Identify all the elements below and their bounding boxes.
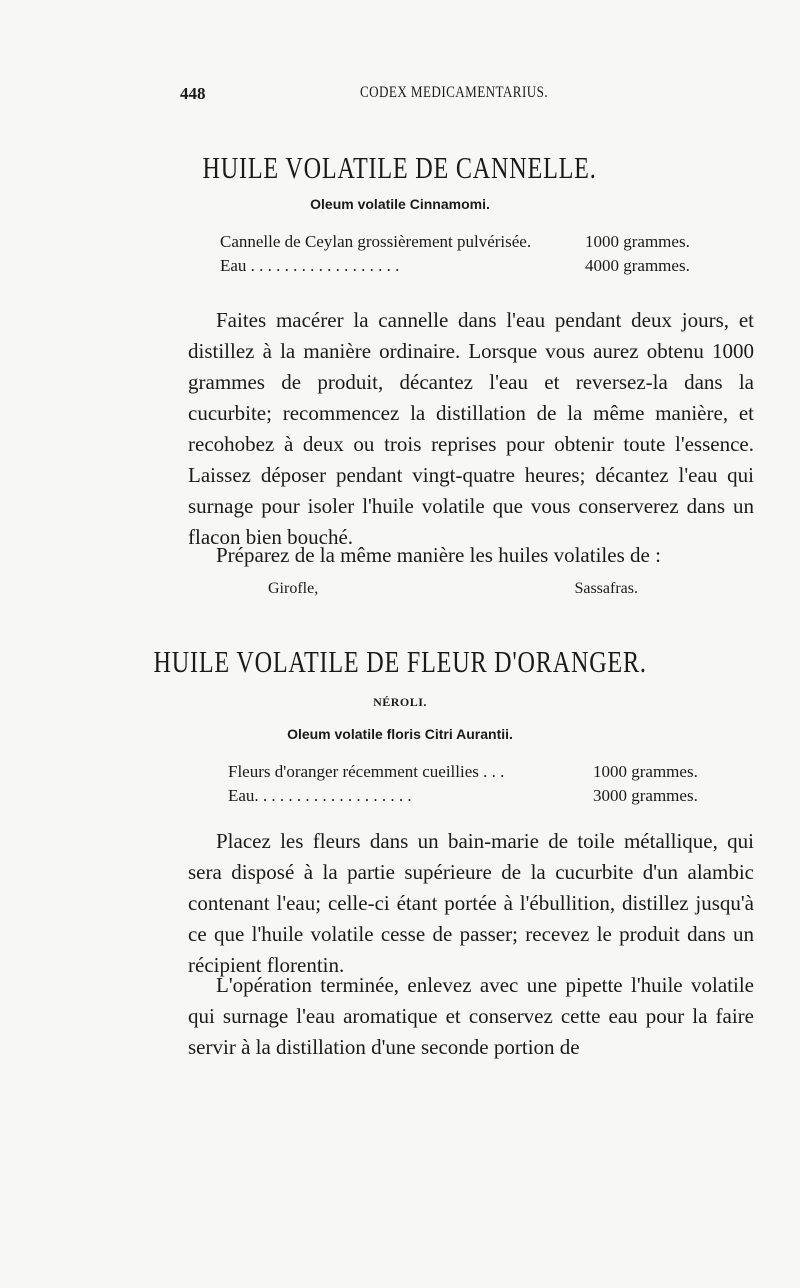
list-item: Girofle, [268,580,319,597]
ingredient-row [220,232,715,256]
ingredient-quantity: 3000 grammes. [593,786,698,805]
page-number: 448 [180,84,206,103]
body-paragraph: Préparez de la même manière les huiles volatiles de : [216,543,661,567]
page-header [180,84,750,112]
body-paragraph: Placez les fleurs dans un bain-marie de toile métallique, qui sera disposé à la partie supérieure de la cucurbite d'un alambic contenant l'eau; celle-ci étant portée à l'ébullition, distillez jusqu'à ce que l'huile volatile cesse de passer; recevez le produit dans un récipient florentin. [188,829,754,977]
latin-name-cannelle: Oleum volatile Cinnamomi. [310,196,490,212]
ingredient-quantity: 1000 grammes. [593,762,698,781]
ingredient-quantity: 4000 grammes. [585,256,690,275]
body-paragraph: Faites macérer la cannelle dans l'eau pendant deux jours, et distillez à la manière ordinaire. Lorsque vous aurez obtenu 1000 grammes de produit, décantez l'eau et reversez-la dans la cucurbite; recommencez la distillation de la même manière, et recohobez à deux ou trois reprises pour obtenir toute l'essence. Laissez déposer pendant vingt-quatre heures; décantez l'eau qui surnage pour isoler l'huile volatile que vous conserverez dans un flacon bien bouché. [188,308,754,549]
ingredient-row [228,762,723,786]
alt-name-neroli: NÉROLI. [373,695,427,709]
section-title-fleur-oranger: HUILE VOLATILE DE FLEUR D'ORANGER. [153,644,647,679]
ingredient-name: Cannelle de Ceylan grossièrement pulvérisée. [220,232,532,251]
ingredient-row [228,786,723,810]
list-item: Sassafras. [574,580,638,597]
ingredient-quantity: 1000 grammes. [585,232,690,251]
latin-name-fleur-oranger: Oleum volatile floris Citri Aurantii. [287,726,513,742]
essence-list [268,580,638,604]
ingredient-row [220,256,715,280]
ingredient-name: Fleurs d'oranger récemment cueillies . . . [228,762,505,781]
body-paragraph: L'opération terminée, enlevez avec une pipette l'huile volatile qui surnage l'eau aromatique et conservez cette eau pour la faire servir à la distillation d'une seconde portion de [188,973,754,1059]
running-head: CODEX MEDICAMENTARIUS. [360,84,549,101]
ingredient-name: Eau . . . . . . . . . . . . . . . . . . [220,256,400,275]
section-title-cannelle: HUILE VOLATILE DE CANNELLE. [202,150,597,185]
ingredient-name: Eau. . . . . . . . . . . . . . . . . . . [228,786,412,805]
